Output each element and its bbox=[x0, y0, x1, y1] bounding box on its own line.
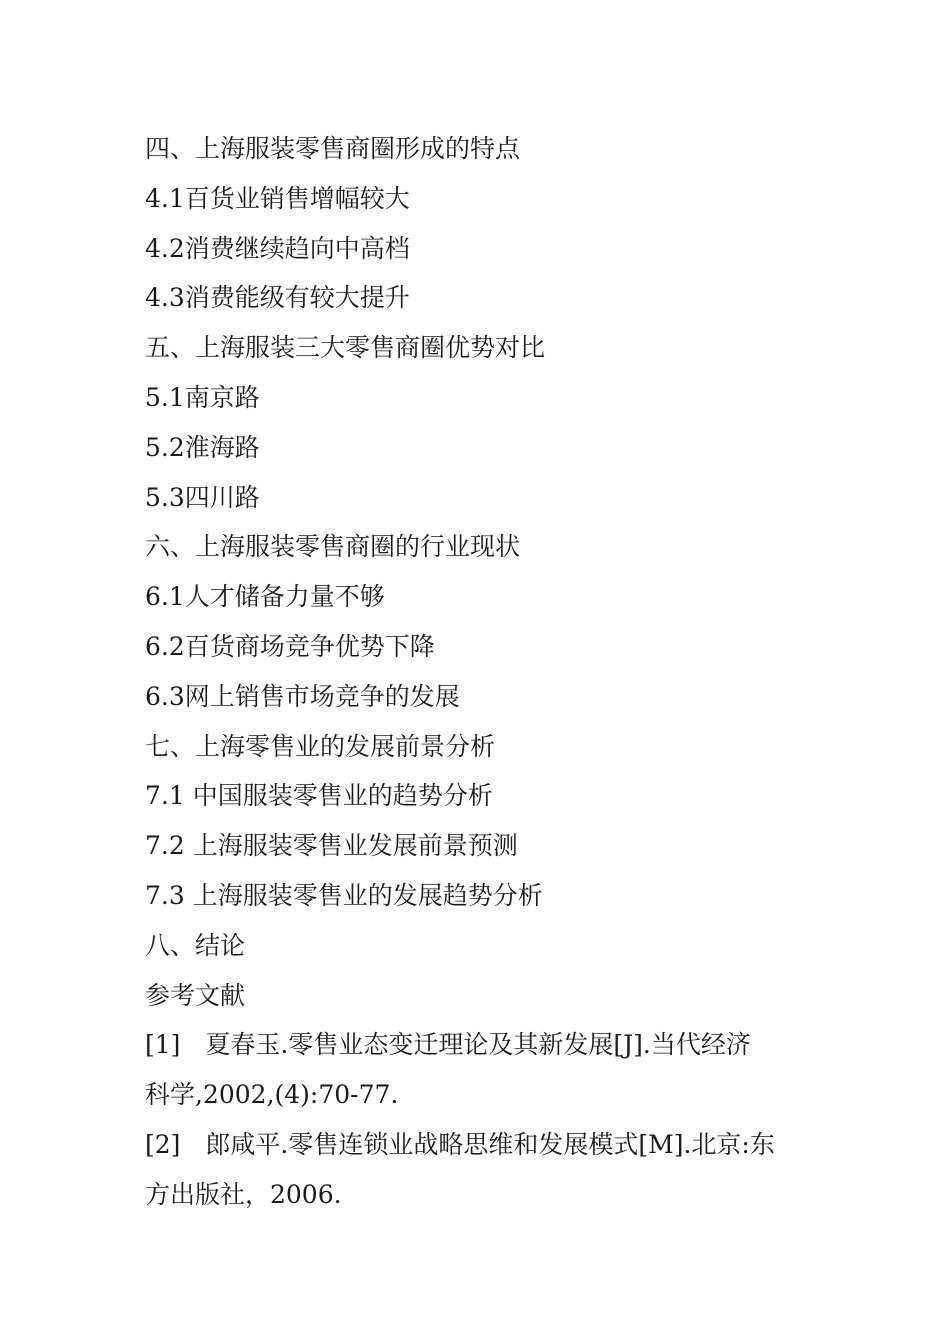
reference-line: [1] 夏春玉.零售业态变迁理论及其新发展[J].当代经济 bbox=[145, 1030, 751, 1060]
toc-item: 6.1人才储备力量不够 bbox=[145, 582, 385, 612]
toc-item: 5.1南京路 bbox=[145, 382, 260, 412]
references-heading: 参考文献 bbox=[145, 980, 246, 1010]
toc-item: 7.1 中国服装零售业的趋势分析 bbox=[145, 781, 493, 811]
toc-item: 八、结论 bbox=[145, 930, 246, 960]
toc-item: 五、上海服装三大零售商圈优势对比 bbox=[145, 333, 546, 363]
toc-item: 7.3 上海服装零售业的发展趋势分析 bbox=[145, 880, 543, 910]
toc-item: 4.2消费继续趋向中高档 bbox=[145, 233, 410, 263]
reference-line: 科学,2002,(4):70-77. bbox=[145, 1080, 399, 1110]
toc-item: 6.2百货商场竞争优势下降 bbox=[145, 631, 435, 661]
toc-item: 6.3网上销售市场竞争的发展 bbox=[145, 681, 460, 711]
reference-line: 方出版社，2006. bbox=[145, 1179, 342, 1209]
toc-item: 4.3消费能级有较大提升 bbox=[145, 283, 410, 313]
toc-item: 5.2淮海路 bbox=[145, 432, 260, 462]
toc-item: 4.1百货业销售增幅较大 bbox=[145, 183, 410, 213]
reference-entry bbox=[145, 1020, 825, 1120]
document-page bbox=[145, 124, 825, 1220]
toc-item: 5.3四川路 bbox=[145, 482, 260, 512]
reference-line: [2] 郎咸平.零售连锁业战略思维和发展模式[M].北京:东 bbox=[145, 1129, 775, 1159]
toc-item: 四、上海服装零售商圈形成的特点 bbox=[145, 134, 521, 163]
toc-item: 7.2 上海服装零售业发展前景预测 bbox=[145, 831, 518, 861]
reference-entry bbox=[145, 1120, 825, 1220]
toc-item: 六、上海服装零售商圈的行业现状 bbox=[145, 532, 521, 562]
toc-item: 七、上海零售业的发展前景分析 bbox=[145, 731, 496, 761]
